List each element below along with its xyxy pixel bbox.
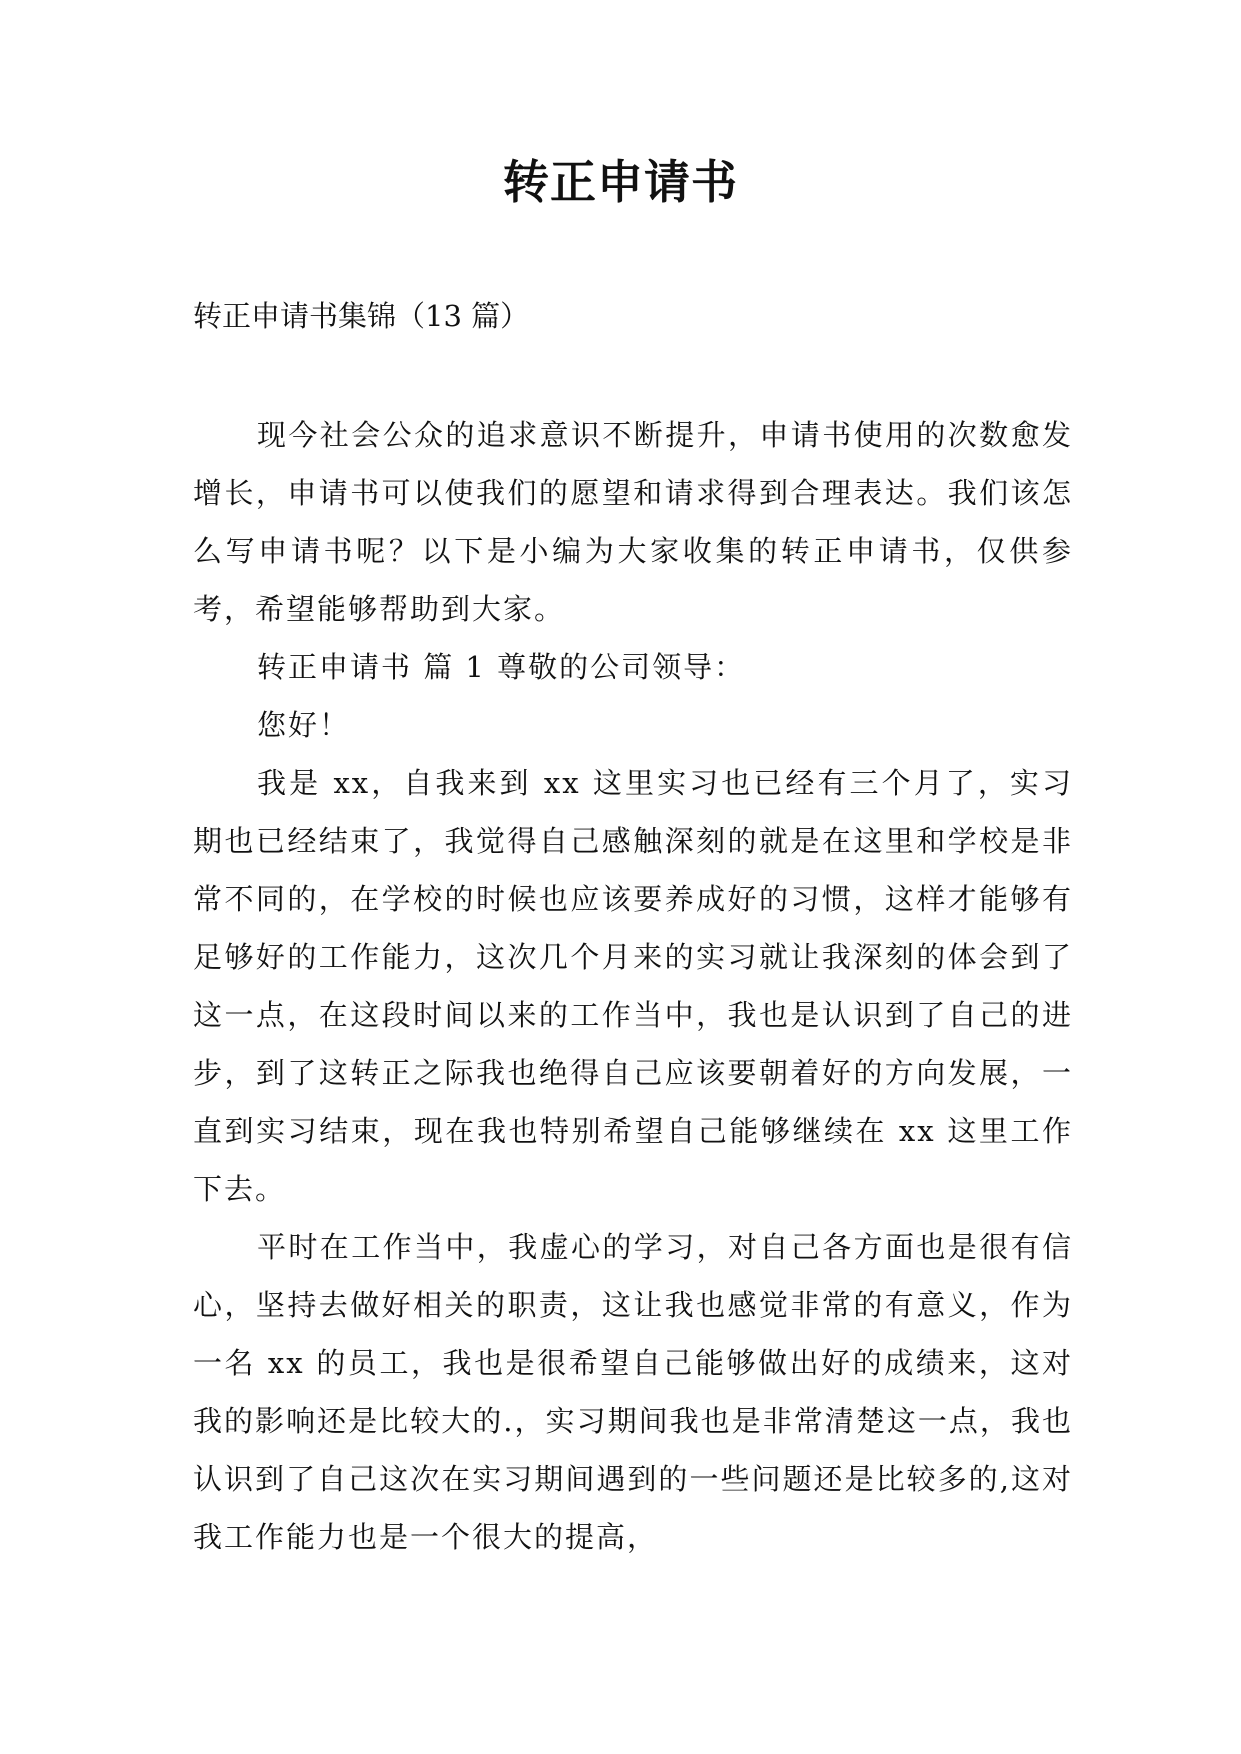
paragraph-body-1: 我是 xx，自我来到 xx 这里实习也已经有三个月了，实习期也已经结束了，我觉得自己感触深刻的就是在这里和学校是非常不同的，在学校的时候也应该要养成好的习惯，这样才能够有足够好的工作能力，这次几个月来的实习就让我深刻的体会到了这一点，在这段时间以来的工作当中，我也是认识到了自己的进步，到了这转正之际我也绝得自己应该要朝着好的方向发展，一直到实习结束，现在我也特别希望自己能够继续在 xx 这里工作下去。 <box>193 766 1073 1206</box>
paragraph-body-2: 平时在工作当中，我虚心的学习，对自己各方面也是很有信心，坚持去做好相关的职责，这让我也感觉非常的有意义，作为一名 xx 的员工，我也是很希望自己能够做出好的成绩来，这对我的影响还是比较大的.，实习期间我也是非常清楚这一点，我也认识到了自己这次在实习期间遇到的一些问题还是比较多的,这对我工作能力也是一个很大的提高， <box>193 1230 1073 1554</box>
paragraph-intro: 现今社会公众的追求意识不断提升，申请书使用的次数愈发增长，申请书可以使我们的愿望和请求得到合理表达。我们该怎么写申请书呢？以下是小编为大家收集的转正申请书，仅供参考，希望能够帮助到大家。 <box>193 418 1073 626</box>
paragraph-greeting: 您好！ <box>257 708 351 742</box>
paragraph-salutation: 转正申请书 篇 1 尊敬的公司领导： <box>257 650 746 684</box>
document-body <box>193 406 1073 1566</box>
document-title: 转正申请书 <box>503 155 738 209</box>
document-subtitle: 转正申请书集锦（13 篇） <box>193 299 530 333</box>
